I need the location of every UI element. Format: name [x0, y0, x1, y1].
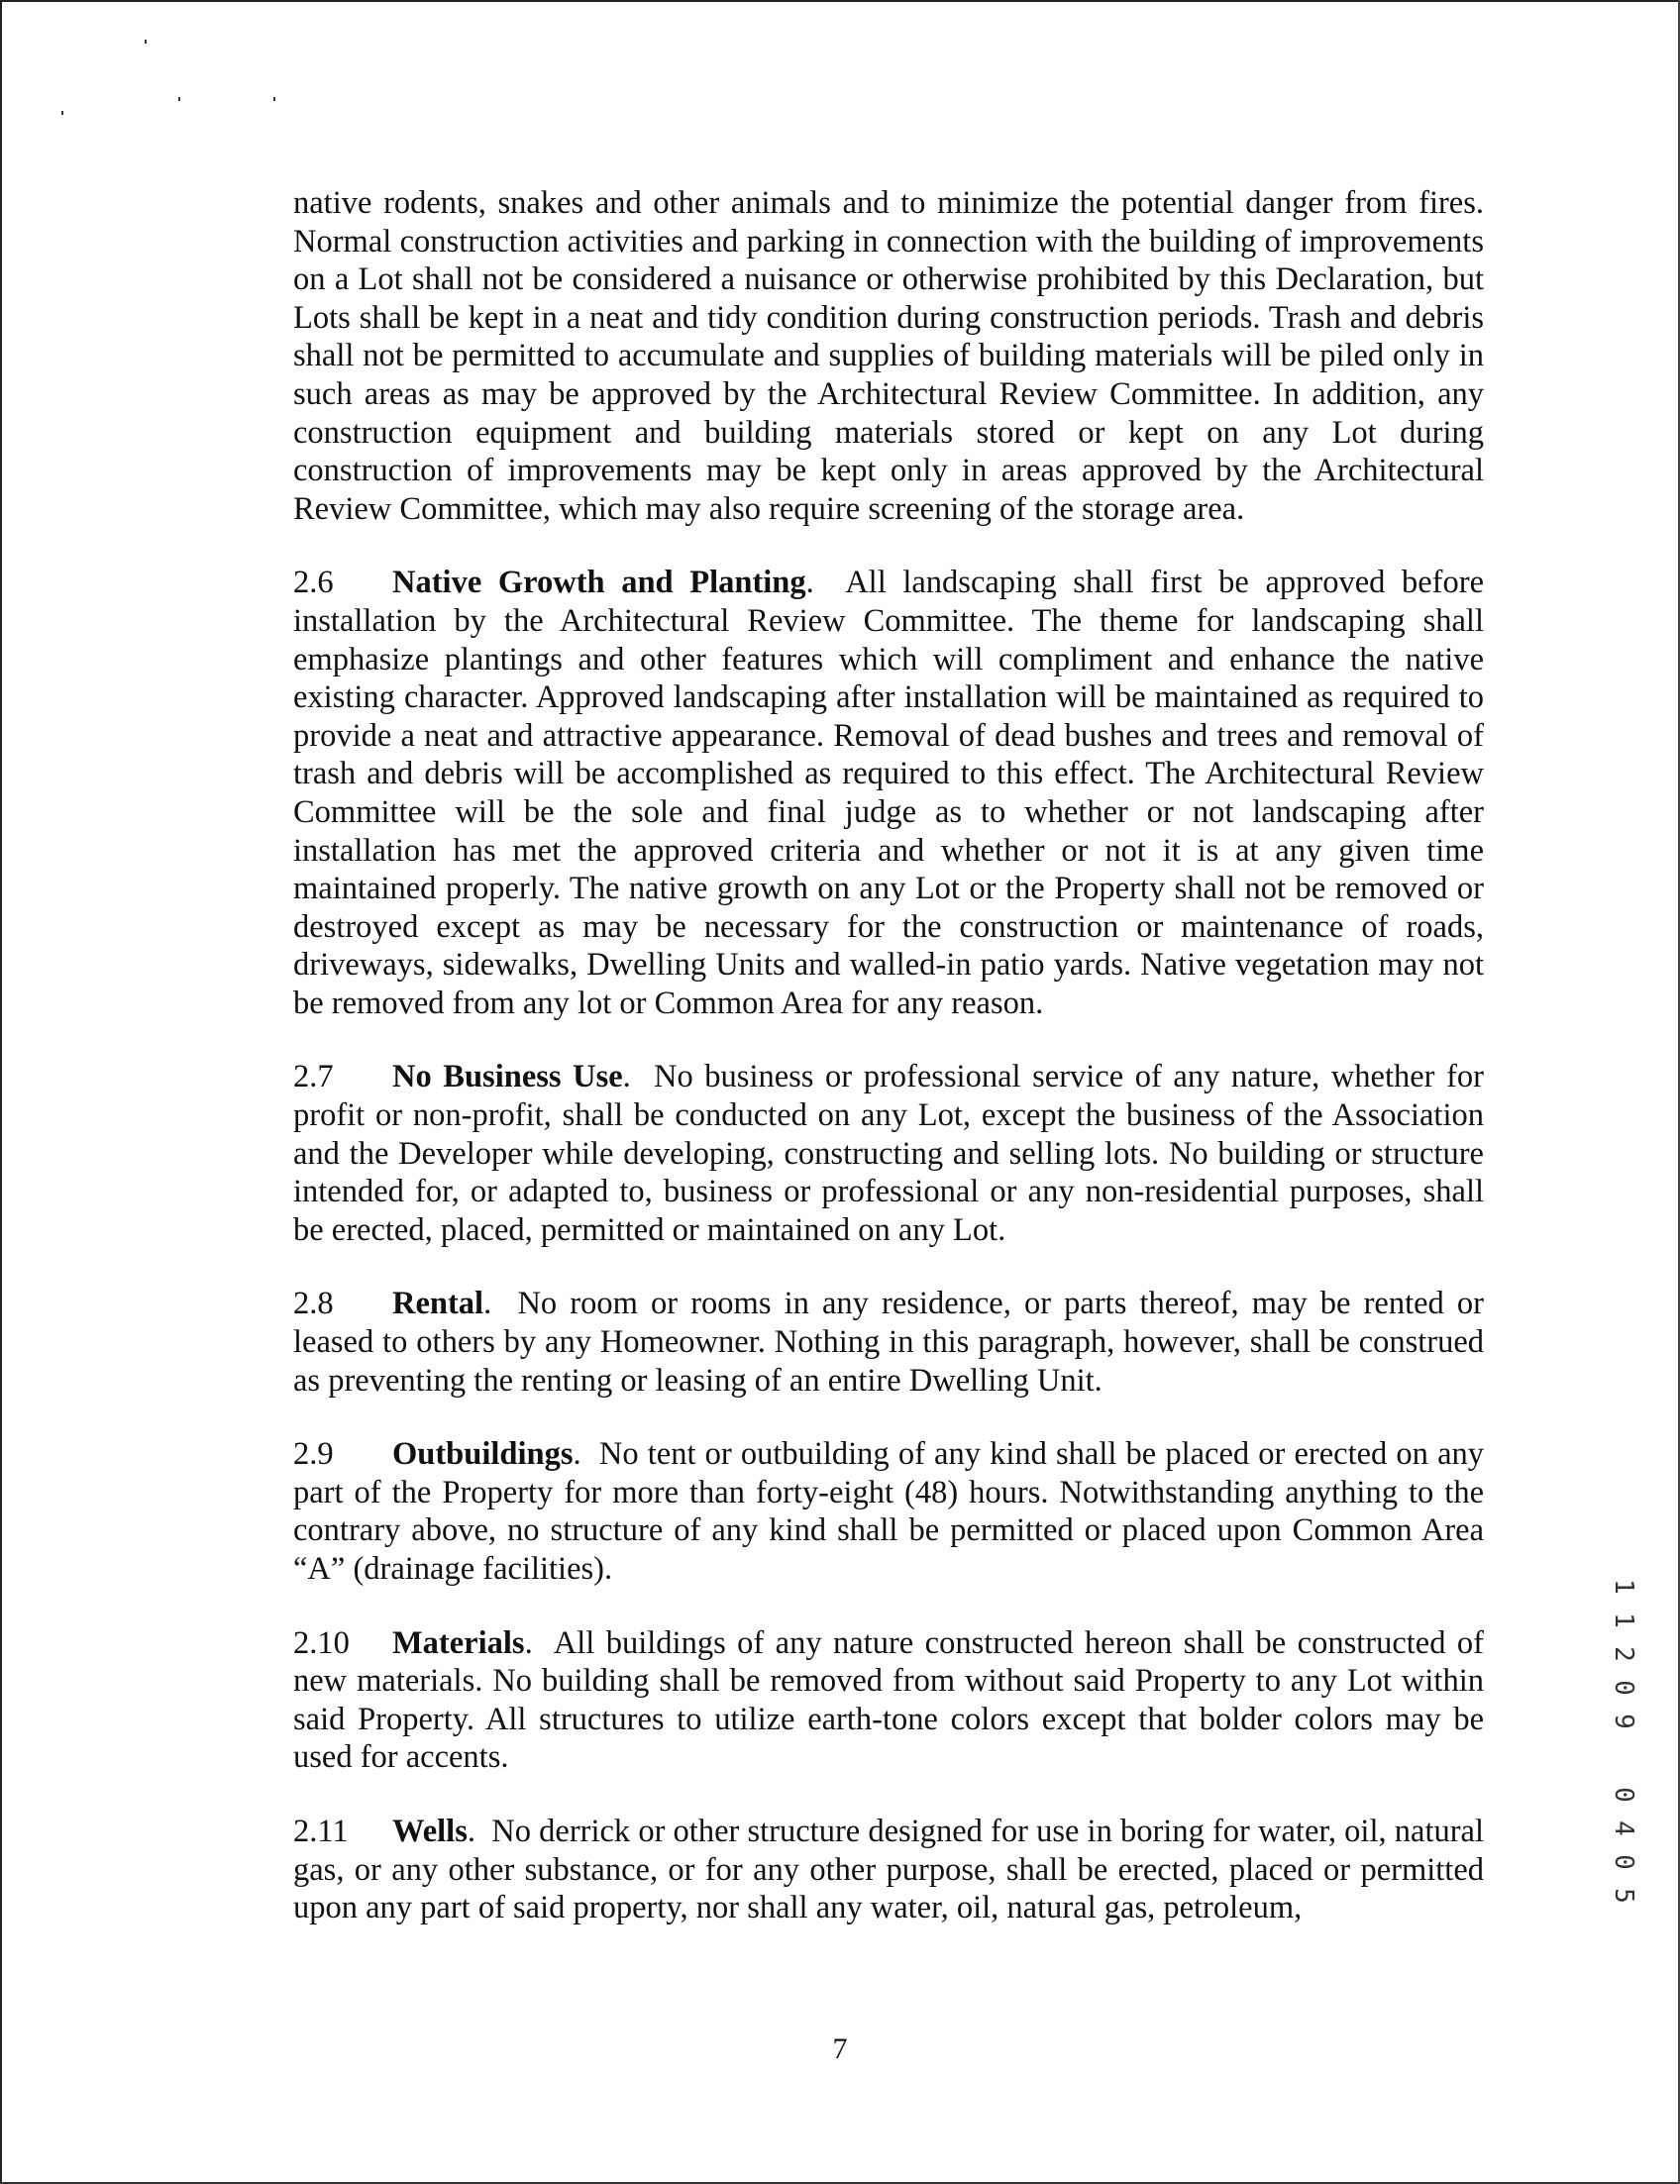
section-heading: Native Growth and Planting	[392, 565, 806, 601]
stamp-lower	[1605, 1778, 1642, 1913]
stamp-digit: 4	[1609, 1820, 1638, 1836]
section-number: 2.9	[293, 1436, 334, 1473]
section-text: No derrick or other structure designed for use in boring for water, oil, natural gas, or any other substance, or for any other purpose, shall be erected, placed or permitted upon any part of said property, nor shall any water, oil, natural gas, petroleum,	[293, 1813, 1485, 1926]
stamp-digit: 9	[1609, 1714, 1638, 1729]
stamp-digit: 0	[1609, 1854, 1638, 1870]
section-text: All landscaping shall first be approved before installation by the Architectural Review Committee. The theme for landscaping shall emphasize plantings and other features which will compliment and enhance the native existing character. Approved landscaping after installation will be maintained as required to provide a neat and attractive appearance. Removal of dead bushes and trees and removal of trash and debris will be accomplished as required to this effect. The Architectural Review Committee will be the sole and final judge as to whether or not landscaping after installation has met the approved criteria and whether or not it is at any given time maintained properly. The native growth on any Lot or the Property shall not be removed or destroyed except as may be necessary for the construction or maintenance of roads, driveways, sidewalks, Dwelling Units and walled-in patio yards. Native vegetation may not be removed from any lot or Common Area for any reason.	[293, 565, 1484, 1021]
stamp-digit: 2	[1609, 1646, 1638, 1662]
section-2-6: 2.6 Native Growth and Planting. All landscaping shall first be approved before installation by the Architectural Review Committee. The theme for landscaping shall emphasize plantings and other features which will compliment and enhance the native existing character. Approved landscaping after installation will be maintained as required to provide a neat and attractive appearance. Removal of dead bushes and trees and removal of trash and debris will be accomplished as required to this effect. The Architectural Review Committee will be the sole and final judge as to whether or not landscaping after installation has met the approved criteria and whether or not it is at any given time maintained properly. The native growth on any Lot or the Property shall not be removed or destroyed except as may be necessary for the construction or maintenance of roads, driveways, sidewalks, Dwelling Units and walled-in patio yards. Native vegetation may not be removed from any lot or Common Area for any reason.	[293, 565, 1484, 1021]
section-number: 2.10	[293, 1624, 350, 1661]
scan-border-left	[0, 0, 2, 2184]
scan-speck	[178, 97, 180, 101]
section-2-9: 2.9 Outbuildings. No tent or outbuilding of any kind shall be placed or erected on any part of the Property for more than forty-eight (48) hours. Notwithstanding anything to the contrary above, no structure of any kind shall be permitted or placed upon Common Area “A” (drainage facilities).	[293, 1436, 1484, 1587]
section-heading: Rental	[392, 1286, 484, 1322]
intro-paragraph: native rodents, snakes and other animals and to minimize the potential danger from fires. Normal construction activities and parking in connection with the building of improvements on a Lot shall not be considered a nuisance or otherwise prohibited by this Declaration, but Lots shall be kept in a neat and tidy condition during construction periods. Trash and debris shall not be permitted to accumulate and supplies of building materials will be piled only in such areas as may be approved by the Architectural Review Committee. In addition, any construction equipment and building materials stored or kept on any Lot during construction of improvements may be kept only in areas approved by the Architectural Review Committee, which may also require screening of the storage area.	[293, 185, 1484, 527]
stamp-digit: 1	[1609, 1612, 1638, 1628]
section-2-7: 2.7 No Business Use. No business or professional service of any nature, whether for profit or non-profit, shall be conducted on any Lot, except the business of the Association and the Developer while developing, constructing and selling lots. No building or structure intended for, or adapted to, business or professional or any non-residential purposes, shall be erected, placed, permitted or maintained on any Lot.	[293, 1059, 1484, 1248]
section-2-8: 2.8 Rental. No room or rooms in any residence, or parts thereof, may be rented or leased to others by any Homeowner. Nothing in this paragraph, however, shall be construed as preventing the renting or leasing of an entire Dwelling Unit.	[293, 1286, 1485, 1399]
section-number: 2.8	[293, 1286, 334, 1322]
section-number: 2.7	[293, 1059, 334, 1095]
scan-speck	[273, 97, 275, 101]
section-text: No tent or outbuilding of any kind shall be placed or erected on any part of the Property for more than forty-eight (48) hours. Notwithstanding anything to the contrary above, no structure of any kind shall be permitted or placed upon Common Area “A” (drainage facilities).	[293, 1436, 1484, 1587]
scan-speck	[61, 111, 63, 115]
recording-stamp	[1605, 1570, 1642, 1913]
document-body	[293, 184, 1484, 1927]
scan-border-top	[0, 0, 1680, 2]
section-2-11: 2.11 Wells. No derrick or other structure designed for use in boring for water, oil, natural gas, or any other substance, or for any other purpose, shall be erected, placed or permitted upon any part of said property, nor shall any water, oil, natural gas, petroleum,	[293, 1813, 1485, 1926]
section-heading: No Business Use	[392, 1059, 623, 1095]
stamp-digit: 5	[1609, 1888, 1638, 1904]
section-text: No room or rooms in any residence, or parts thereof, may be rented or leased to others by any Homeowner. Nothing in this paragraph, however, shall be construed as preventing the renting or leasing of an entire Dwelling Unit.	[293, 1286, 1485, 1399]
stamp-upper	[1605, 1570, 1642, 1738]
section-text: All buildings of any nature constructed hereon shall be constructed of new materials. No building shall be removed from without said Property to any Lot within said Property. All structures to utilize earth-tone colors except that bolder colors may be used for accents.	[293, 1624, 1484, 1776]
section-text: No business or professional service of any nature, whether for profit or non-profit, shall be conducted on any Lot, except the business of the Association and the Developer while developing, constructing and selling lots. No building or structure intended for, or adapted to, business or professional or any non-residential purposes, shall be erected, placed, permitted or maintained on any Lot.	[293, 1059, 1484, 1248]
page-number: 7	[832, 2032, 848, 2065]
section-heading: Wells	[392, 1813, 468, 1849]
section-heading: Materials	[392, 1624, 525, 1661]
section-2-10: 2.10 Materials. All buildings of any nature constructed hereon shall be constructed of new materials. No building shall be removed from without said Property to any Lot within said Property. All structures to utilize earth-tone colors except that bolder colors may be used for accents.	[293, 1624, 1484, 1776]
section-number: 2.6	[293, 565, 334, 601]
stamp-digit: 0	[1609, 1787, 1638, 1803]
section-number: 2.11	[293, 1813, 349, 1849]
section-heading: Outbuildings	[392, 1436, 574, 1473]
stamp-digit: 1	[1609, 1579, 1638, 1595]
stamp-digit: 0	[1609, 1680, 1638, 1696]
scan-speck	[145, 40, 147, 44]
